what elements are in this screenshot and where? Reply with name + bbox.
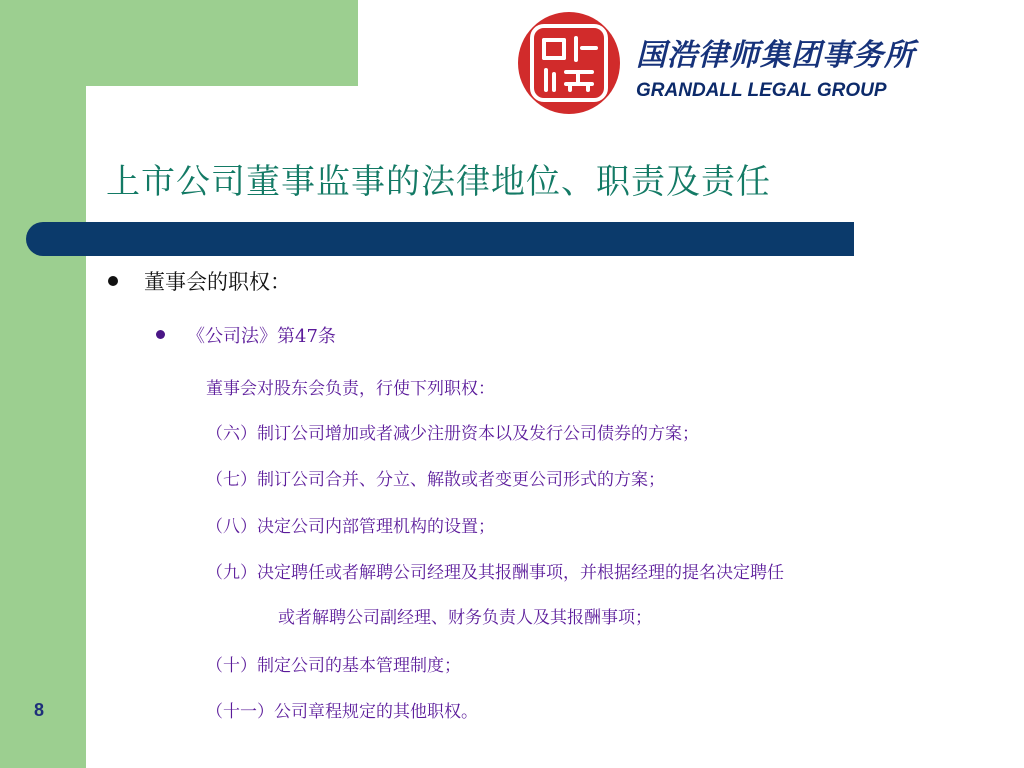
left-green-band bbox=[0, 0, 86, 768]
body-line-item-8: （八）决定公司内部管理机构的设置； bbox=[206, 517, 495, 537]
page-number: 8 bbox=[34, 700, 45, 720]
firm-name-english: GRANDALL LEGAL GROUP bbox=[636, 80, 887, 101]
body-line-item-9: （九）决定聘任或者解聘公司经理及其报酬事项，并根据经理的提名决定聘任 bbox=[206, 563, 784, 583]
bullet-level2-text: 《公司法》第47条 bbox=[187, 326, 336, 347]
top-green-band bbox=[0, 0, 358, 86]
bullet-level1 bbox=[108, 266, 291, 296]
bullet-level2 bbox=[156, 322, 336, 348]
title-underline-bar bbox=[26, 222, 854, 256]
bullet-level1-text: 董事会的职权： bbox=[144, 270, 291, 294]
grandall-seal-logo-icon bbox=[518, 12, 620, 114]
firm-name-chinese: 国浩律师集团事务所 bbox=[636, 38, 915, 73]
body-line-item-7: （七）制订公司合并、分立、解散或者变更公司形式的方案； bbox=[206, 470, 665, 490]
slide-title: 上市公司董事监事的法律地位、职责及责任 bbox=[106, 162, 771, 202]
bullet-dot-icon bbox=[156, 330, 165, 339]
bullet-dot-icon bbox=[108, 276, 118, 286]
body-line-item-6: （六）制订公司增加或者减少注册资本以及发行公司债券的方案； bbox=[206, 424, 699, 444]
body-line-item-10: （十）制定公司的基本管理制度； bbox=[206, 656, 461, 676]
body-line-intro: 董事会对股东会负责，行使下列职权： bbox=[206, 379, 495, 399]
body-line-item-11: （十一）公司章程规定的其他职权。 bbox=[206, 702, 478, 722]
body-line-item-9-continued: 或者解聘公司副经理、财务负责人及其报酬事项； bbox=[278, 608, 652, 628]
seal-frame bbox=[530, 24, 608, 102]
